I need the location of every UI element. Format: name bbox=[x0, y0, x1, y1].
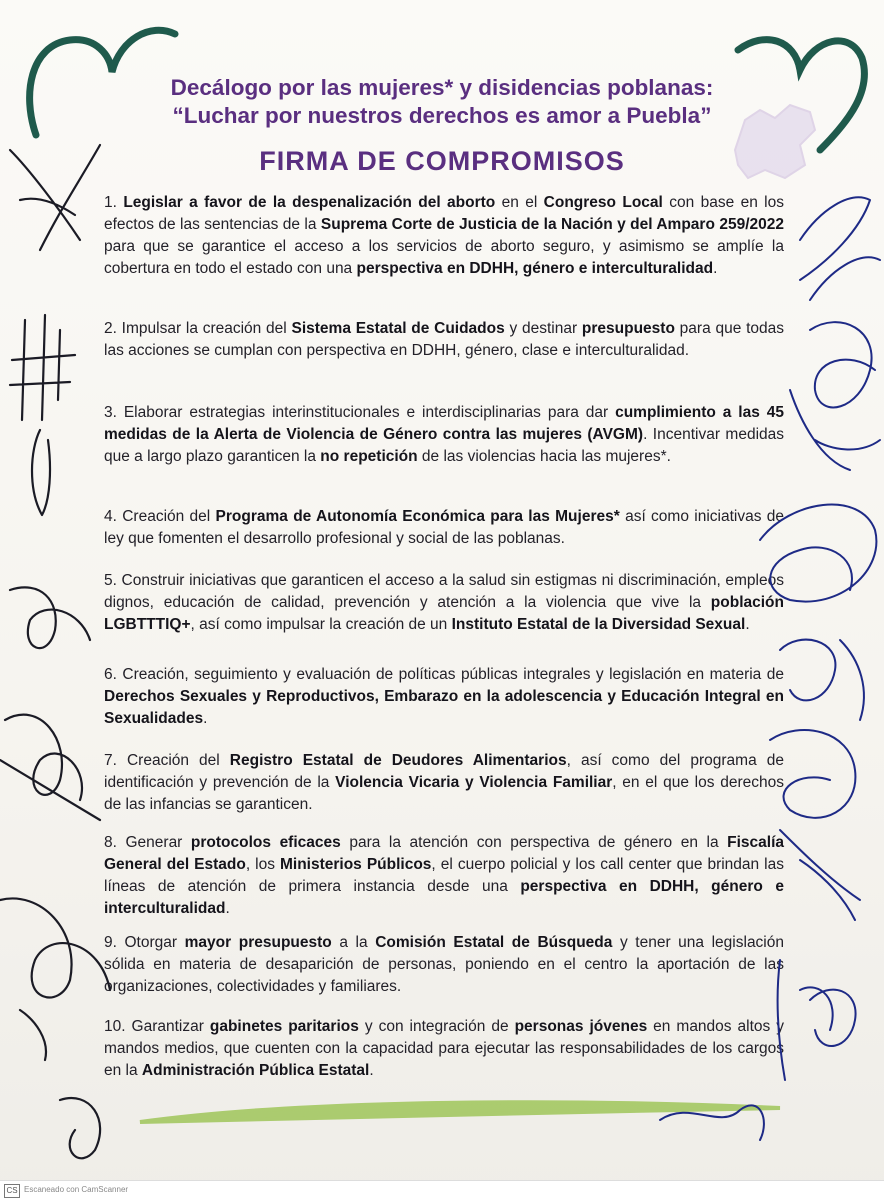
item-bold-text: Suprema Corte de Justicia de la Nación y del Amparo 259/2022 bbox=[320, 216, 784, 233]
signature-left-7 bbox=[60, 1098, 100, 1158]
camscanner-badge: CS bbox=[4, 1184, 20, 1198]
item-bold-text: cumplimiento a las 45 medidas de la Alerta de Violencia de Género contra las mujeres (AVGM) bbox=[104, 404, 784, 443]
signature-right-3 bbox=[790, 390, 880, 470]
item-bold-text: Ministerios Públicos bbox=[279, 856, 432, 873]
signature-left-2 bbox=[10, 315, 75, 420]
item-text: . bbox=[745, 616, 750, 633]
document-title-line-2: “Luchar por nuestros derechos es amor a Puebla” bbox=[172, 103, 712, 128]
item-text: 2. Impulsar la creación del bbox=[104, 320, 292, 337]
signature-left-4 bbox=[10, 587, 90, 648]
item-bold-text: Congreso Local bbox=[543, 194, 663, 211]
item-bold-text: población LGBTTTIQ+ bbox=[104, 594, 784, 633]
item-bold-text: protocolos eficaces bbox=[190, 834, 341, 851]
item-text: . bbox=[369, 1062, 374, 1079]
signature-right-5 bbox=[780, 640, 864, 720]
item-bold-text: Programa de Autonomía Económica para las Mujeres* bbox=[215, 508, 620, 525]
item-bold-text: no repetición bbox=[320, 448, 418, 465]
item-bold-text: mayor presupuesto bbox=[184, 934, 332, 951]
camscanner-text: Escaneado con CamScanner bbox=[24, 1185, 129, 1194]
signature-right-1 bbox=[800, 197, 880, 300]
signature-right-2 bbox=[810, 322, 875, 407]
item-text: , los bbox=[245, 856, 280, 873]
signature-right-6 bbox=[770, 730, 855, 818]
signature-left-3 bbox=[32, 430, 50, 515]
item-text: a la bbox=[331, 934, 376, 951]
signature-left-5 bbox=[0, 715, 100, 820]
signature-right-7 bbox=[780, 830, 860, 920]
item-text: en el bbox=[495, 194, 544, 211]
signature-left-1 bbox=[10, 145, 100, 250]
item-text: , así como del programa de identificación y prevención de la bbox=[104, 752, 784, 791]
item-text: 10. Garantizar bbox=[104, 1018, 210, 1035]
item-text: para que todas las acciones se cumplan con perspectiva en DDHH, género, clase e interculturalidad. bbox=[104, 320, 784, 359]
item-text: . Incentivar medidas que a largo plazo garanticen la bbox=[104, 426, 784, 465]
item-text: . bbox=[203, 710, 208, 727]
signature-right-4 bbox=[760, 505, 876, 602]
item-text: , en el que los derechos de las infancias se garanticen. bbox=[104, 774, 784, 813]
item-text: 6. Creación, seguimiento y evaluación de políticas públicas integrales y legislación en materia de bbox=[104, 666, 784, 683]
item-text: 4. Creación del bbox=[104, 508, 216, 525]
item-bold-text: presupuesto bbox=[581, 320, 675, 337]
item-bold-text: Fiscalía General del Estado bbox=[104, 834, 785, 873]
item-text: en mandos altos y mandos medios, que cuenten con la capacidad para ejecutar las responsabilidades de los cargos en la bbox=[104, 1018, 785, 1079]
section-title: FIRMA DE COMPROMISOS bbox=[259, 146, 625, 176]
item-text: 9. Otorgar bbox=[104, 934, 185, 951]
item-text: 7. Creación del bbox=[104, 752, 230, 769]
item-text: de las violencias hacia las mujeres*. bbox=[417, 448, 671, 465]
item-text: 3. Elaborar estrategias interinstitucionales e interdisciplinarias para dar bbox=[104, 404, 616, 421]
item-text: , el cuerpo policial y los call center que brindan las líneas de atención de primera instancia desde una bbox=[104, 856, 784, 895]
signature-right-10 bbox=[660, 1105, 764, 1140]
item-text: y tener una legislación sólida en materia de desaparición de personas, poniendo en el centro la aportación de las organizaciones, colectividades y familiares. bbox=[104, 934, 784, 995]
item-text: 8. Generar bbox=[104, 834, 191, 851]
item-text: 5. Construir iniciativas que garanticen el acceso a la salud sin estigmas ni discriminación, empleos dignos, educación de calidad, prevención y atención a la violencia que vive la bbox=[104, 572, 784, 611]
item-bold-text: Violencia Vicaria y Violencia Familiar bbox=[335, 774, 613, 791]
item-text: . bbox=[225, 900, 230, 917]
item-text: así como iniciativas de ley que fomenten el desarrollo profesional y social de las poblanas. bbox=[104, 508, 784, 547]
item-text: . bbox=[713, 260, 718, 277]
item-bold-text: Sistema Estatal de Cuidados bbox=[291, 320, 505, 337]
item-text: para la atención con perspectiva de género en la bbox=[340, 834, 728, 851]
item-bold-text: Legislar a favor de la despenalización del aborto bbox=[123, 194, 496, 211]
item-bold-text: Derechos Sexuales y Reproductivos, Embarazo en la adolescencia y Educación Integral en Sexualidades bbox=[104, 688, 784, 727]
document-title-line-1: Decálogo por las mujeres* y disidencias poblanas: bbox=[170, 75, 714, 100]
item-text: 1. bbox=[104, 194, 124, 211]
item-text: y con integración de bbox=[358, 1018, 515, 1035]
item-bold-text: perspectiva en DDHH, género e interculturalidad bbox=[356, 260, 714, 277]
item-bold-text: Instituto Estatal de la Diversidad Sexual bbox=[451, 616, 746, 633]
item-bold-text: Comisión Estatal de Búsqueda bbox=[375, 934, 613, 951]
item-bold-text: personas jóvenes bbox=[514, 1018, 648, 1035]
item-text: , así como impulsar la creación de un bbox=[190, 616, 452, 633]
item-text: y destinar bbox=[504, 320, 582, 337]
item-bold-text: gabinetes paritarios bbox=[209, 1018, 359, 1035]
item-bold-text: Registro Estatal de Deudores Alimentarios bbox=[229, 752, 567, 769]
item-bold-text: perspectiva en DDHH, género e interculturalidad bbox=[104, 878, 784, 917]
scanner-footer bbox=[0, 1180, 884, 1201]
item-text: con base en los efectos de las sentencias de la bbox=[104, 194, 784, 233]
signature-left-6 bbox=[0, 898, 110, 1060]
item-bold-text: Administración Pública Estatal bbox=[141, 1062, 370, 1079]
signature-right-8 bbox=[778, 960, 833, 1080]
item-text: para que se garantice el acceso a los servicios de aborto seguro, y asimismo se amplíe la cobertura en todo el estado con una bbox=[104, 238, 784, 277]
